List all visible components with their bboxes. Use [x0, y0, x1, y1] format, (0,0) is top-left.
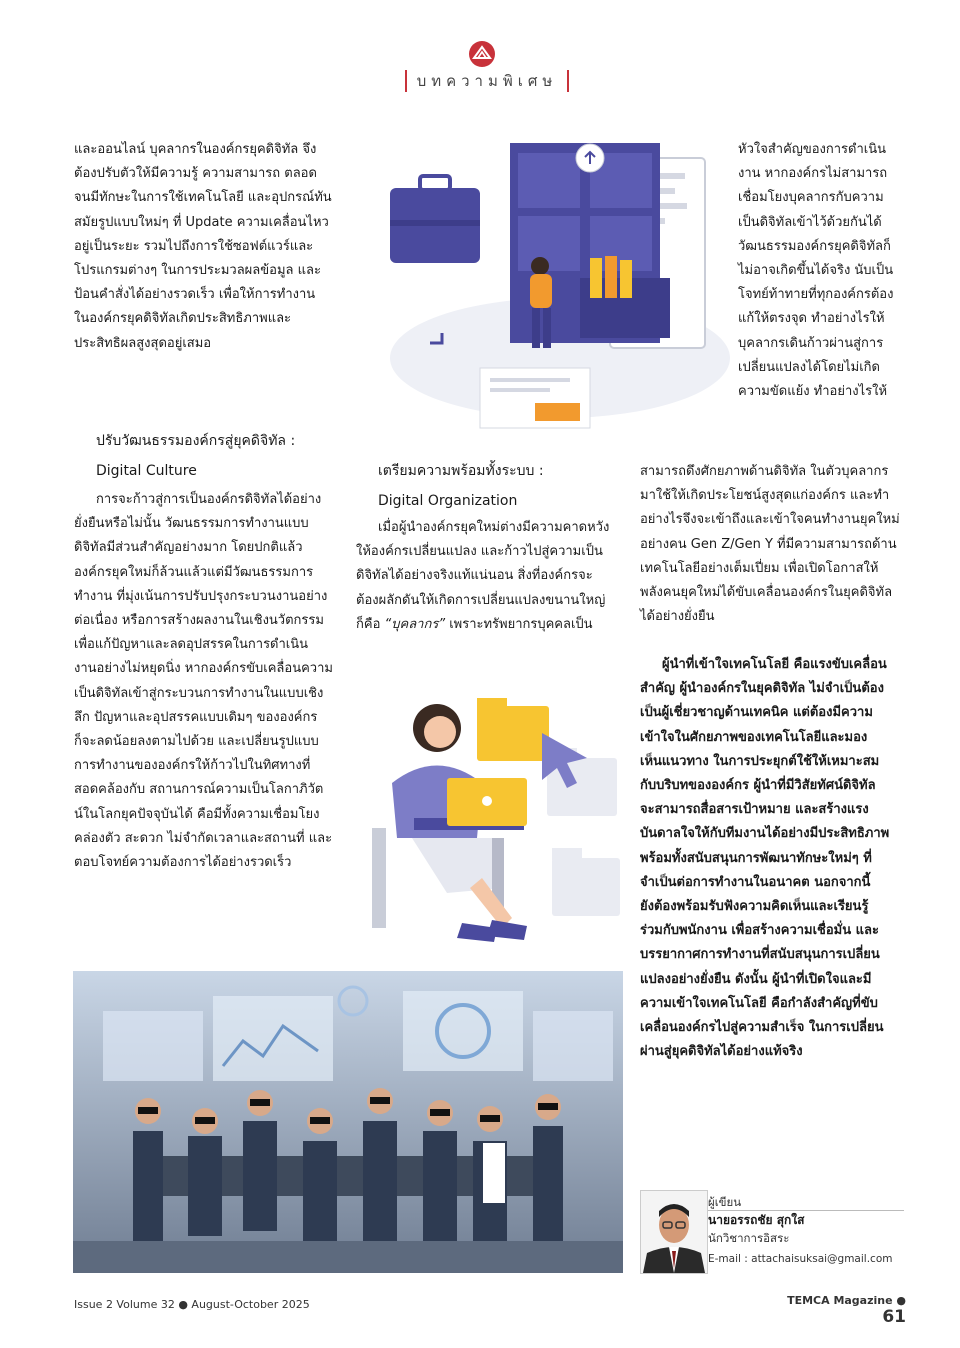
author-info	[708, 1193, 904, 1268]
text-line: คล่องตัว สะดวก ไม่จำกัดเวลาและสถานที่ และ	[74, 830, 333, 846]
vr-meeting-photo	[73, 971, 623, 1273]
text-line: น์ในโลกยุคปัจจุบันได้ คือมีทั้งความเชื่อมโยง	[74, 806, 320, 822]
text-line: องค์กรยุคใหม่ก็ล้วนแล้วแต่มีวัฒนธรรมการ	[74, 564, 314, 580]
text-line: เมื่อผู้นำองค์กรยุคใหม่ต่างมีความคาดหวัง	[378, 520, 610, 535]
text-line: ในองค์กรยุคดิจิทัลเกิดประสิทธิภาพและ	[74, 311, 292, 327]
text-line: จะสามารถสื่อสารเป้าหมาย และสร้างแรง	[640, 802, 869, 818]
text-line: พร้อมทั้งสนับสนุนการพัฒนาทักษะใหม่ๆ ที่	[640, 850, 872, 866]
footer-issue: Issue 2 Volume 32 ● August-October 2025	[74, 1298, 310, 1311]
text-line: ตอบโจทย์ความต้องการได้อย่างรวดเร็ว	[74, 855, 292, 871]
text-line: เคลื่อนองค์กรไปสู่ความสำเร็จ ในการเปลี่ยน	[640, 1020, 884, 1036]
text-line: เปลี่ยนแปลงได้โดยไม่เกิด	[738, 359, 880, 375]
text-line: เพื่อแก้ปัญหาและลดอุปสรรคในการดำเนิน	[74, 637, 309, 653]
text-line: ผู้นำที่เข้าใจเทคโนโลยี คือแรงขับเคลื่อน	[662, 657, 887, 672]
author-title: นักวิชาการอิสระ	[708, 1231, 790, 1245]
text-line: บุคลากรเดินก้าวผ่านสู่การ	[738, 335, 884, 351]
text-line: บันดาลใจให้กับทีมงานได้อย่างมีประสิทธิภาพ	[640, 826, 890, 842]
text-line: เป็นดิจิทัลเข้าไว้ด้วยกันได้	[738, 214, 882, 230]
text-line: อย่างคน Gen Z/Gen Y ที่มีความสามารถด้าน	[640, 536, 897, 552]
text-line: ยั่งยืนหรือไม่นั้น วัฒนธรรมการทำงานแบบ	[74, 516, 309, 532]
text-line: ความขัดแย้ง ทำอย่างไรให้	[738, 384, 888, 400]
footer-magazine: TEMCA Magazine ● 61	[787, 1294, 906, 1327]
text-line: โปรแกรมต่างๆ ในการประมวลผลข้อมูล และ	[74, 263, 321, 279]
text-line: ไม่อาจเกิดขึ้นได้จริง นับเป็น	[738, 263, 894, 279]
author-photo	[640, 1190, 708, 1274]
text-line: แปลงอย่างยั่งยืน ดังนั้น ผู้นำที่เปิดใจและมี	[640, 971, 872, 987]
culture-body	[74, 488, 340, 875]
text-line: ให้องค์กรเปลี่ยนแปลง และก้าวไปสู่ความเป็น	[356, 544, 603, 560]
text-line: อย่างไรจึงจะเข้าถึงและเข้าใจคนทำงานยุคใหม่	[640, 512, 900, 528]
text-line: ผ่านสู่ยุคดิจิทัลได้อย่างแท้จริง	[640, 1044, 803, 1060]
text-line: เชื่อมโยงบุคลากรกับความ	[738, 190, 884, 206]
text-line: ลึก ปัญหาและอุปสรรคแบบเดิมๆ ขององค์กร	[74, 709, 318, 725]
organization-last-line: ก็คือ “บุคลากร” เพราะทรัพยากรบุคคลเป็น	[356, 616, 593, 632]
text-line: สอดคล้องกับ สถานการณ์ความเป็นโลกาภิวัต	[74, 782, 324, 798]
text-line: ความเข้าใจเทคโนโลยี คือกำลังสำคัญที่ขับ	[640, 995, 878, 1011]
text-line: วัฒนธรรมองค์กรยุคดิจิทัลก็	[738, 238, 891, 254]
section-label: บทความพิเศษ	[405, 70, 569, 92]
text-line: ดิจิทัลมีส่วนสำคัญอย่างมาก โดยปกติแล้ว	[74, 540, 303, 556]
text-line: การจะก้าวสู่การเป็นองค์กรดิจิทัลได้อย่าง	[96, 492, 322, 507]
text-line: กับบริบทขององค์กร ผู้นำที่มีวิสัยทัศน์ดิจิทัล	[640, 778, 876, 794]
magazine-logo	[468, 40, 496, 68]
text-line: ประสิทธิผลสูงสุดอยู่เสมอ	[74, 335, 212, 351]
text-line: โจทย์ท้าทายที่ทุกองค์กรต้อง	[738, 287, 894, 303]
author-portrait-icon	[641, 1191, 707, 1273]
culture-heading: ปรับวัฒนธรรมองค์กรสู่ยุคดิจิทัล : Digital Culture	[96, 433, 296, 479]
text-line: ดิจิทัลได้อย่างจริงแท้แน่นอน สิ่งที่องค์กรจะ	[356, 568, 593, 584]
column3-wide	[640, 460, 906, 629]
text-line: สำคัญ ผู้นำองค์กรในยุคดิจิทัล ไม่จำเป็นต้อง	[640, 681, 884, 697]
text-line: จำเป็นต่อการทำงานในอนาคต นอกจากนี้	[640, 874, 871, 890]
text-line: มาใช้ให้เกิดประโยชน์สูงสุดแก่องค์กร และทำ	[640, 488, 890, 504]
text-line: เป็นดิจิทัลเข้าสู่กระบวนการทำงานในแบบเชิง	[74, 685, 324, 701]
text-line: ได้อย่างยั่งยืน	[640, 609, 715, 625]
text-line: ต้องผลักดันให้เกิดการเปลี่ยนแปลงขนานใหญ่	[356, 592, 606, 608]
text-line: เทคโนโลยีอย่างเต็มเปี่ยม เพื่อเปิดโอกาสให้	[640, 560, 879, 576]
leader-paragraph	[640, 653, 906, 1064]
digital-files-illustration	[380, 128, 730, 443]
text-line: และออนไลน์ บุคลากรในองค์กรยุคดิจิทัล จึง	[74, 142, 317, 157]
text-line: เห็นแนวทาง ในการประยุกต์ใช้ให้เหมาะสม	[640, 753, 880, 769]
text-line: แก้ให้ตรงจุด ทำอย่างไรให้	[738, 311, 885, 327]
text-line: จนมีทักษะในการใช้เทคโนโลยี และอุปกรณ์ทัน	[74, 190, 332, 206]
column1-intro	[74, 138, 340, 356]
column3-narrow	[738, 138, 906, 404]
author-divider	[708, 1210, 904, 1211]
text-line: สามารถดึงศักยภาพด้านดิจิทัล ในตัวบุคลากร	[640, 464, 889, 479]
organization-body	[356, 516, 622, 637]
text-line: หัวใจสำคัญของการดำเนิน	[738, 142, 886, 157]
text-line: ทำงาน ที่มุ่งเน้นการปรับปรุงกระบวนงานอย่าง	[74, 588, 328, 604]
text-line: อยู่เป็นระยะ รวมไปถึงการใช้ซอฟต์แวร์และ	[74, 238, 314, 254]
woman-laptop-illustration	[352, 688, 624, 956]
author-name: นายอรรถชัย สุกใส	[708, 1213, 805, 1227]
text-line: พลังคนยุคใหม่ได้ขับเคลื่อนองค์กรในยุคดิจิทัล	[640, 585, 893, 601]
text-line: งานอย่างไม่หยุดนิ่ง หากองค์กรขับเคลื่อนความ	[74, 661, 333, 677]
page-number: 61	[882, 1307, 906, 1327]
text-line: การทำงานขององค์กรให้ก้าวไปในทิศทางที่	[74, 758, 311, 774]
text-line: ร่วมกับพนักงาน เพื่อสร้างความเชื่อมั่น และ	[640, 923, 879, 939]
text-line: ต้องปรับตัวให้มีความรู้ ความสามารถ ตลอด	[74, 166, 317, 182]
author-role: ผู้เขียน	[708, 1195, 742, 1209]
text-line: ป้อนคำสั่งได้อย่างรวดเร็ว เพื่อให้การทำงาน	[74, 287, 316, 303]
text-line: เป็นผู้เชี่ยวชาญด้านเทคนิค แต่ต้องมีความ	[640, 705, 873, 721]
text-line: บรรยากาศการทำงานที่สนับสนุนการเปลี่ยน	[640, 947, 880, 963]
text-line: ต่อเนื่อง หรือการสร้างผลงานในเชิงนวัตกรรม	[74, 613, 324, 629]
author-email: E-mail : attachaisuksai@gmail.com	[708, 1253, 893, 1265]
text-line: สมัยรูปแบบใหม่ๆ ที่ Update ความเคลื่อนไหว	[74, 214, 329, 230]
organization-heading: เตรียมความพร้อมทั้งระบบ : Digital Organization	[378, 463, 544, 509]
text-line: ยังต้องพร้อมรับฟังความคิดเห็นและเรียนรู้	[640, 899, 869, 915]
text-line: งาน หากองค์กรไม่สามารถ	[738, 166, 888, 182]
text-line: ก็จะลดน้อยลงตามไปด้วย และเปลี่ยนรูปแบบ	[74, 734, 319, 750]
text-line: เข้าใจในศักยภาพของเทคโนโลยีและมอง	[640, 729, 868, 745]
